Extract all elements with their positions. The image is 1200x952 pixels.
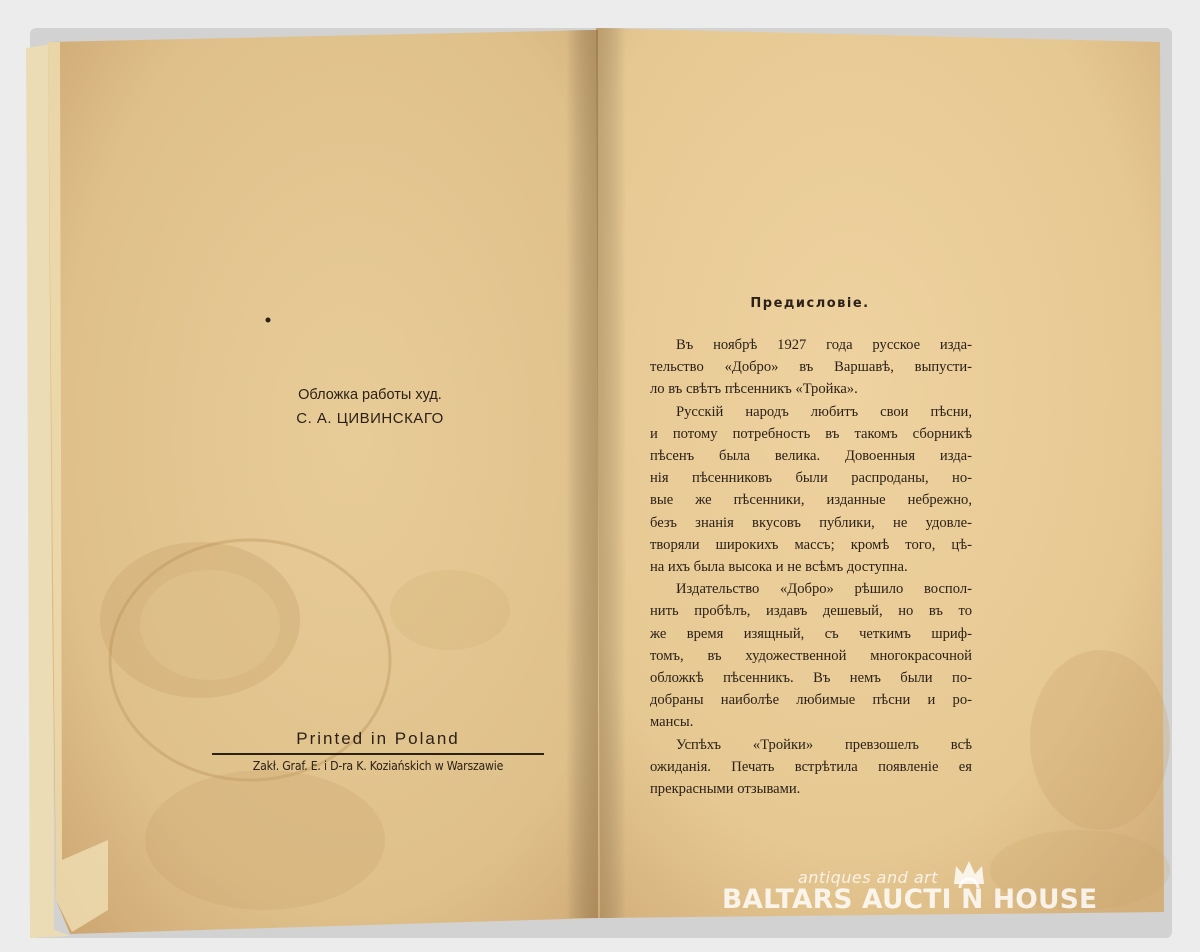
preface-line: нія пѣсенниковъ были распроданы, но- — [650, 470, 972, 487]
watermark-brand: BALTARS AUCTI N HOUSE — [722, 884, 1098, 915]
water-stain — [1030, 650, 1170, 830]
preface-line: же время изящный, съ четкимъ шриф- — [650, 625, 972, 642]
auction-house-watermark — [722, 856, 1122, 926]
cover-credit — [250, 383, 490, 431]
printed-in-label: Printed in Poland — [296, 729, 460, 748]
preface-line: безъ знанія вкусовъ публики, не удовле- — [650, 514, 972, 531]
preface-line: Въ ноябрѣ 1927 года русское изда- — [676, 337, 972, 353]
preface-line: прекрасными отзывами. — [650, 781, 801, 798]
printing-house: Zakł. Graf. E. i D-ra K. Koziańskich w Warszawie — [252, 759, 504, 773]
printer-imprint — [212, 726, 544, 773]
preface-line: творяли широкихъ массъ; кромѣ того, цѣ- — [650, 536, 972, 553]
left-gutter-shade — [566, 30, 598, 918]
ink-speck — [266, 318, 271, 323]
preface-line: мансы. — [650, 714, 694, 731]
watermark-tagline: antiques and art — [797, 868, 939, 887]
preface-line: и потому потребность въ такомъ сборникѣ — [650, 425, 972, 442]
preface-line: ло въ свѣтъ пѣсенникъ «Тройка». — [650, 381, 858, 398]
preface-line: добраны наиболѣе любимые пѣсни и ро- — [650, 692, 972, 709]
imprint-divider — [212, 753, 544, 755]
cover-artist-name: С. А. ЦИВИНСКАГО — [296, 410, 444, 427]
preface-body — [650, 334, 972, 800]
preface-line: ожиданія. Печать встрѣтила появленіе ея — [650, 758, 972, 775]
cover-credit-line: Обложка работы худ. — [298, 387, 442, 403]
preface-line: Успѣхъ «Тройки» превзошелъ всѣ — [676, 736, 972, 753]
preface-line: томъ, въ художественной многокрасочной — [650, 647, 972, 664]
preface-line: нить пробѣлъ, издавъ дешевый, но въ то — [650, 603, 972, 620]
preface-line: Русскій народъ любитъ свои пѣсни, — [676, 403, 972, 420]
right-gutter-shade — [596, 28, 626, 918]
crown-icon — [951, 858, 987, 888]
preface-line: пѣсенъ была велика. Довоенныя изда- — [650, 448, 972, 465]
preface-title: Предисловіе. — [750, 296, 870, 311]
preface-line: тельство «Добро» въ Варшавѣ, выпусти- — [650, 359, 972, 376]
preface-line: обложкѣ пѣсенникъ. Въ немъ были по- — [650, 670, 972, 687]
preface-line: Издательство «Добро» рѣшило воспол- — [676, 581, 972, 598]
preface-line: на ихъ была высока и не всѣмъ доступна. — [650, 559, 908, 576]
preface-line: вые же пѣсенники, изданные небрежно, — [650, 492, 972, 509]
